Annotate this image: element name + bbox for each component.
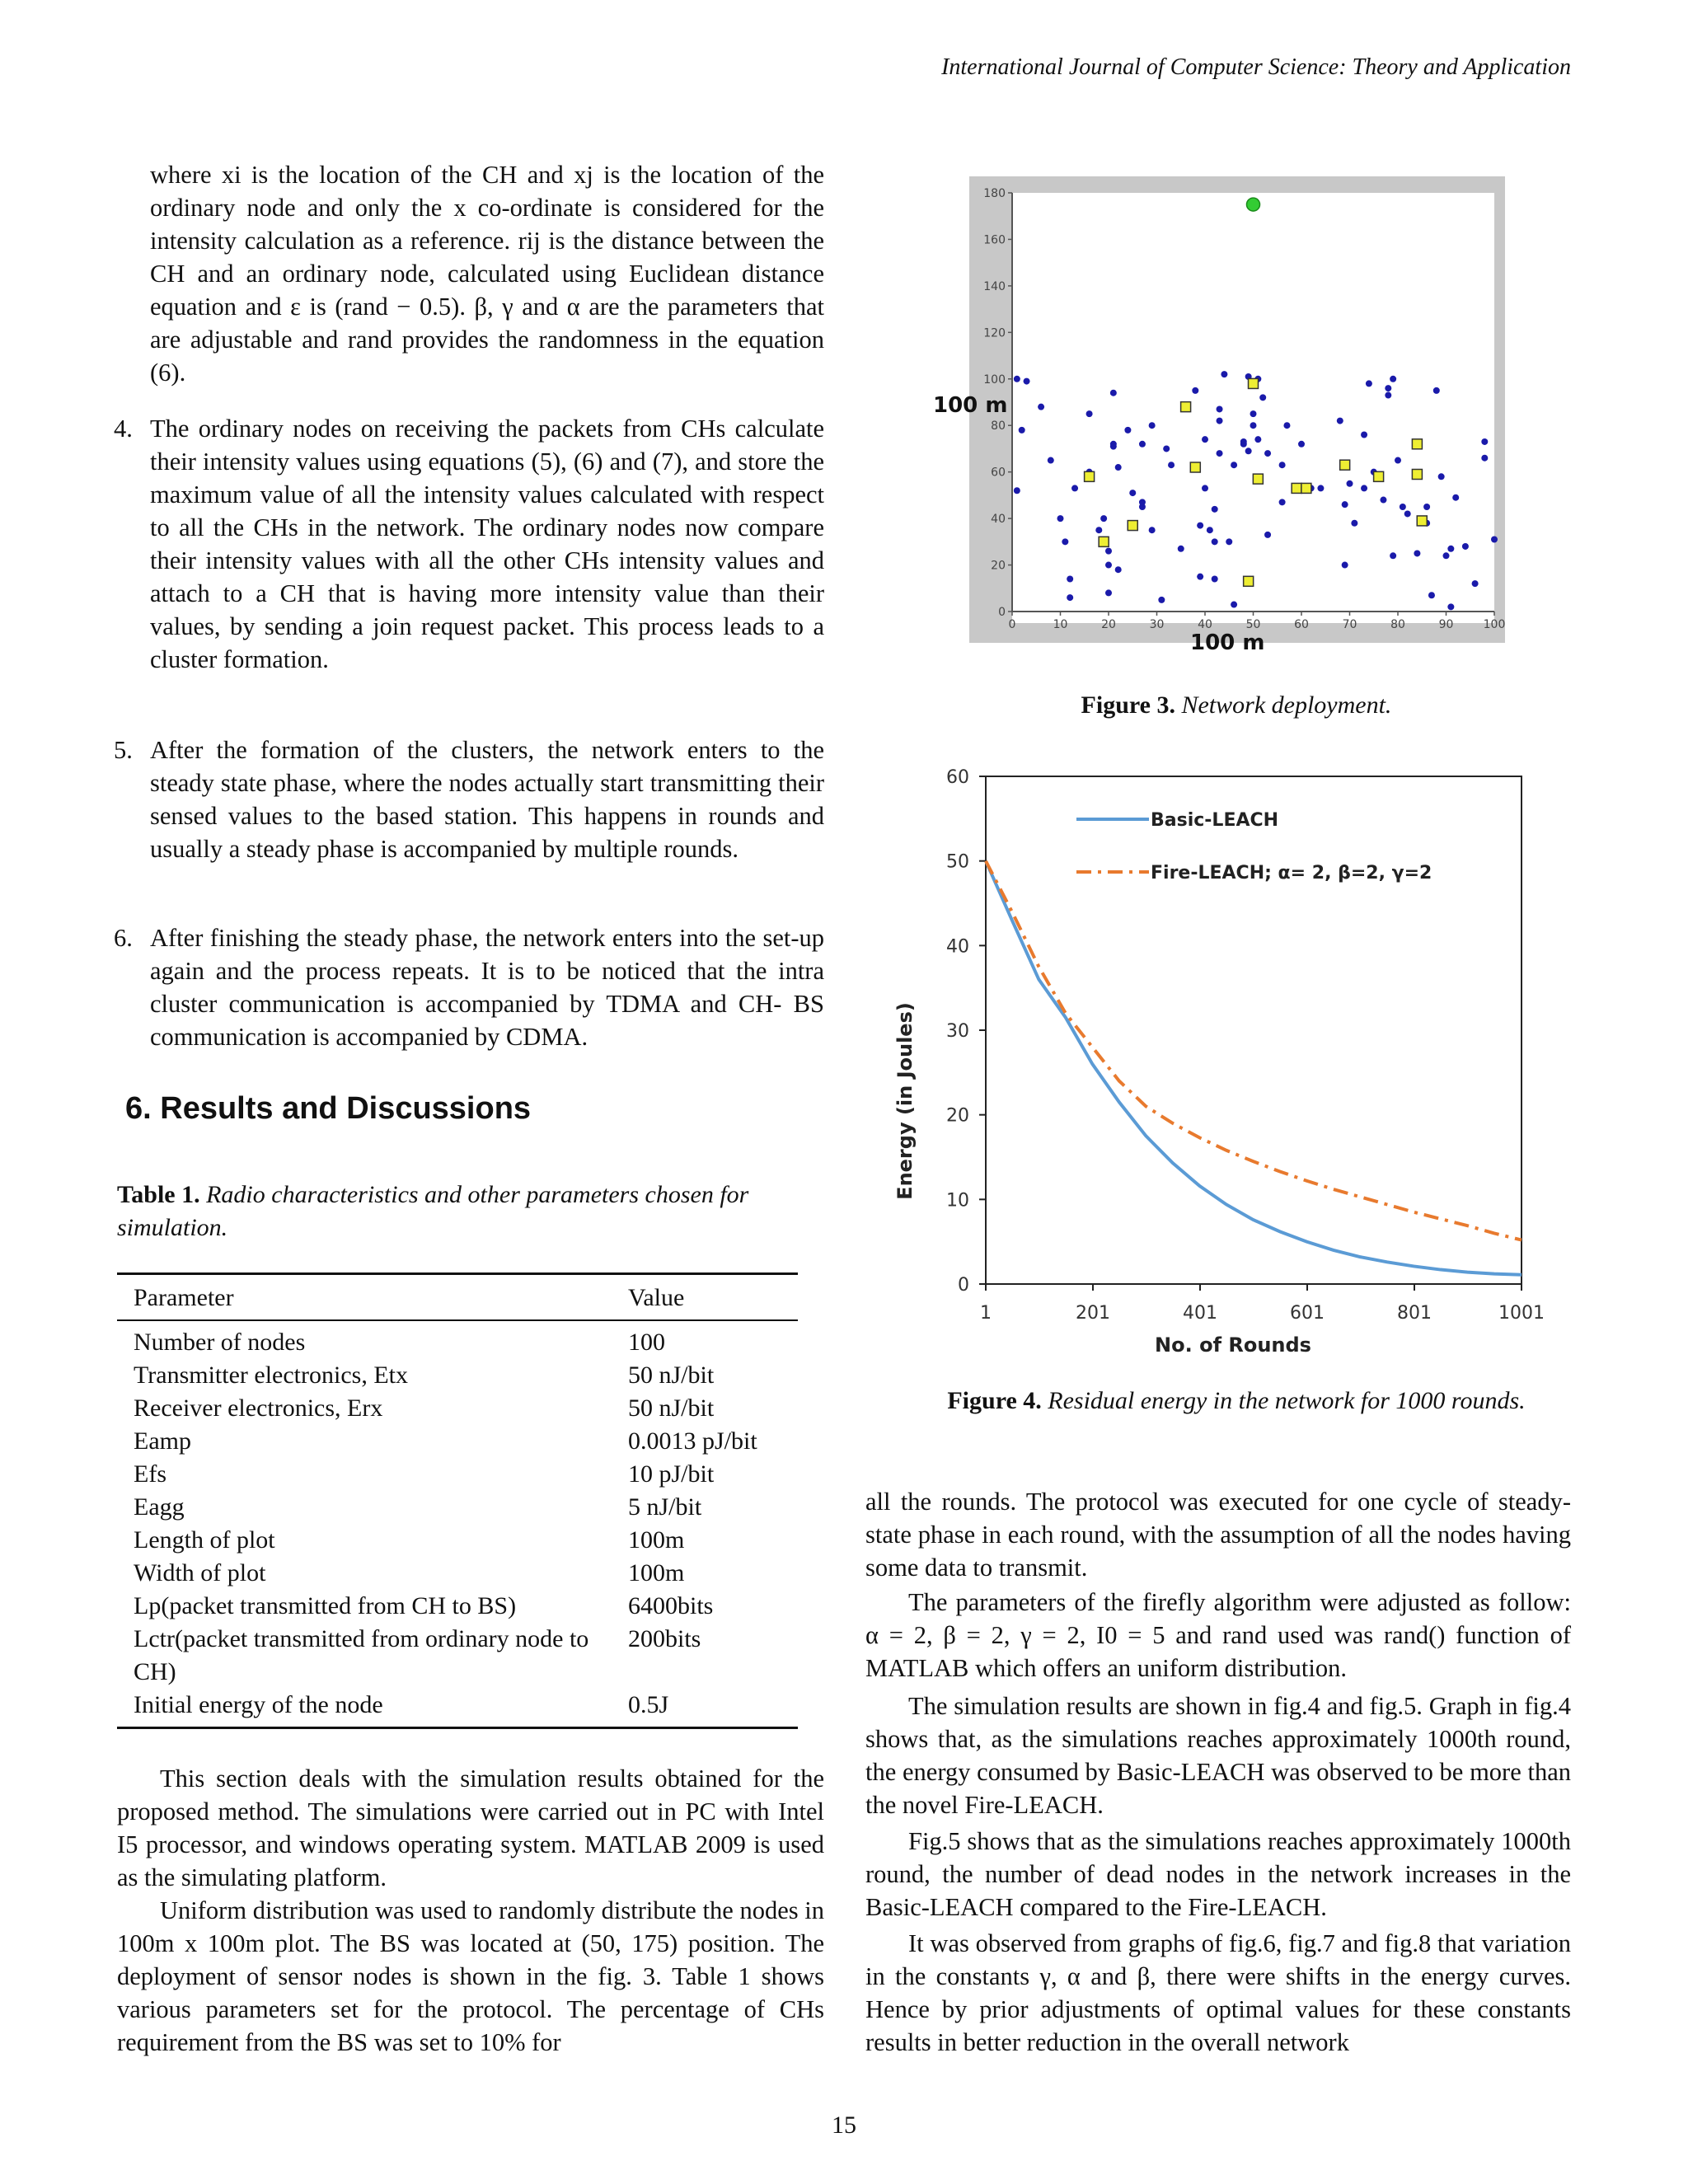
y-tick-label: 80 (991, 419, 1006, 434)
network-deployment-chart (933, 176, 1506, 655)
sensor-node (1279, 462, 1286, 468)
sensor-node (1110, 441, 1117, 448)
y-axis-label: Energy (in Joules) (893, 1002, 917, 1200)
page-number: 15 (832, 2111, 856, 2139)
sensor-node (1400, 504, 1406, 510)
sensor-node (1014, 487, 1020, 494)
x-tick-label: 50 (1245, 618, 1261, 631)
sensor-node (1264, 532, 1271, 538)
x-tick-label: 60 (1294, 618, 1309, 631)
list-item (114, 733, 824, 865)
table-cell: 100m (628, 1526, 685, 1554)
sensor-node (1163, 445, 1170, 452)
y-tick-label: 10 (946, 1190, 969, 1212)
sensor-node (1202, 485, 1208, 491)
sensor-node (1197, 574, 1203, 580)
table-row (117, 1425, 798, 1458)
sensor-node (1168, 462, 1175, 468)
sensor-node (1283, 422, 1290, 429)
sensor-node (1014, 376, 1020, 382)
residual-energy-chart (887, 763, 1554, 1357)
sensor-node (1038, 404, 1044, 410)
x-tick-label: 401 (1183, 1303, 1217, 1324)
sensor-node (1212, 506, 1218, 513)
x-tick-label: 70 (1342, 618, 1357, 631)
sensor-node (1337, 418, 1343, 424)
figure-4-label: Figure 4. (947, 1387, 1042, 1414)
sensor-node (1250, 410, 1257, 417)
cluster-head-node (1099, 537, 1109, 546)
table-cell: 0.0013 pJ/bit (628, 1427, 757, 1455)
plot-area (1012, 193, 1494, 623)
sensor-node (1129, 490, 1136, 496)
cluster-head-node (1244, 576, 1254, 586)
section-title: 6. Results and Discussions (125, 1091, 532, 1126)
sensor-node (1024, 378, 1030, 385)
right-paragraph-3: The simulation results are shown in fig.4 and fig.5. Graph in fig.4 shows that, as the simulations reaches approximately 1000th round, the energy consumed by Basic-LEACH was observed to be more than the novel Fire-LEACH. (865, 1692, 1571, 1819)
y-tick-label: 0 (958, 1275, 969, 1296)
cluster-head-node (1340, 460, 1350, 470)
y-tick-label: 60 (991, 466, 1006, 480)
cluster-head-node (1292, 483, 1301, 493)
sensor-node (1202, 436, 1208, 443)
sensor-node (1385, 392, 1391, 399)
x-tick-label: 201 (1076, 1303, 1110, 1324)
table-row (117, 1359, 798, 1392)
right-paragraph-5: It was observed from graphs of fig.6, fig.7 and fig.8 that variation in the constants γ, α and β, there were shifts in the energy curves. Hence by prior adjustments of optimal values for these constants results in better reduction in the overall network (865, 1929, 1571, 2056)
sensor-node (1481, 438, 1488, 445)
y-tick-label: 160 (983, 233, 1006, 247)
list-text: After the formation of the clusters, the network enters to the steady state phase, where the nodes actually start transmitting their sensed values to the based station. This happens in rounds and usually a steady phase is accompanied by multiple rounds. (150, 736, 824, 863)
table-row (117, 1491, 798, 1524)
list-text: After finishing the steady phase, the network enters into the set-up again and the process repeats. It is to be noticed that the intra cluster communication is accompanied by TDMA and CH- BS communication is accompanied by CDMA. (150, 924, 824, 1051)
right-paragraph-4: Fig.5 shows that as the simulations reaches approximately 1000th round, the number of dead nodes in the network increases in the Basic-LEACH compared to the Fire-LEACH. (865, 1827, 1571, 1921)
sensor-node (1207, 527, 1213, 533)
x-tick-label: 80 (1390, 618, 1405, 631)
x-tick-label: 30 (1149, 618, 1165, 631)
intro-paragraph: where xi is the location of the CH and xj is the location of the ordinary node and only the x co-ordinate is considered for the intensity calculation as a reference. rij is the distance between the CH and an ordinary node, calculated using Euclidean distance equation and ε is (rand − 0.5). β, γ and α are the parameters that are adjustable and rand provides the randomness in the equation (6). (150, 161, 824, 387)
sensor-node (1245, 448, 1252, 454)
cluster-head-node (1128, 521, 1137, 531)
x-tick-label: 100 (1483, 618, 1506, 631)
y-tick-label: 20 (946, 1105, 969, 1127)
table-cell: 100m (628, 1559, 685, 1586)
table-row (117, 1392, 798, 1425)
y-tick-label: 120 (983, 326, 1006, 340)
list-number: 4. (114, 415, 133, 443)
sensor-node (1361, 485, 1367, 491)
y-tick-label: 60 (946, 767, 969, 788)
sensor-node (1491, 537, 1498, 543)
sensor-node (1240, 441, 1247, 448)
table-cell: 5 nJ/bit (628, 1493, 702, 1521)
right-paragraph-1: all the rounds. The protocol was executed for one cycle of steady-state phase in each round, with the assumption of all the nodes having some data to transmit. (865, 1488, 1571, 1582)
sensor-node (1481, 455, 1488, 462)
table-cell: 200bits (628, 1625, 701, 1652)
x-tick-label: 90 (1438, 618, 1454, 631)
cluster-head-node (1249, 378, 1259, 388)
y-tick-label: 140 (983, 279, 1006, 293)
sensor-node (1217, 450, 1223, 457)
sensor-node (1100, 515, 1107, 522)
sensor-node (1231, 462, 1237, 468)
sensor-node (1105, 562, 1112, 569)
y-tick-label: 20 (991, 559, 1006, 573)
plot-area (986, 776, 1522, 1284)
sensor-node (1158, 597, 1165, 603)
results-paragraph-1: This section deals with the simulation results obtained for the proposed method. The simulations were carried out in PC with Intel I5 processor, and windows operating system. MATLAB 2009 is used as the simulating platform. (117, 1765, 824, 1891)
x-tick-label: 601 (1290, 1303, 1325, 1324)
figure-3-caption (824, 689, 1648, 722)
sensor-node (1298, 441, 1305, 448)
list-item (114, 412, 824, 676)
x-tick-label: 40 (1198, 618, 1212, 631)
sensor-node (1057, 515, 1064, 522)
sensor-node (1124, 427, 1131, 434)
sensor-node (1472, 580, 1479, 587)
table-caption-text: Radio characteristics and other parameters chosen for simulation. (117, 1181, 749, 1241)
table-cell: Length of plot (134, 1526, 275, 1554)
x-tick-label: 801 (1397, 1303, 1432, 1324)
figure-4-text: Residual energy in the network for 1000 rounds. (1048, 1387, 1526, 1414)
table-cell: Receiver electronics, Erx (134, 1394, 383, 1422)
sensor-node (1178, 546, 1184, 552)
sensor-node (1264, 450, 1271, 457)
table-cell: 100 (628, 1329, 665, 1356)
sensor-node (1361, 432, 1367, 438)
sensor-node (1390, 376, 1396, 382)
table-cell: Transmitter electronics, Etx (134, 1361, 408, 1389)
table-cell: Initial energy of the node (134, 1691, 383, 1718)
cluster-head-node (1085, 471, 1095, 481)
table-row (117, 1590, 798, 1623)
journal-header: International Journal of Computer Science: Theory and Application (941, 54, 1571, 80)
table-row (117, 1557, 798, 1590)
table-cell: Number of nodes (134, 1329, 306, 1356)
sensor-node (1423, 504, 1430, 510)
list-number: 5. (114, 736, 133, 764)
cluster-head-node (1412, 469, 1422, 479)
base-station (1247, 198, 1260, 211)
table-cell: Lp(packet transmitted from CH to BS) (134, 1592, 517, 1619)
table-cell: 50 nJ/bit (628, 1394, 715, 1422)
right-paragraph-2: The parameters of the firefly algorithm were adjusted as follow: α = 2, β = 2, γ = 2, I0 = 5 and rand used was rand() function of MATLAB which offers an uniform distribution. (865, 1588, 1571, 1682)
x-tick-label: 10 (1053, 618, 1068, 631)
cluster-head-node (1301, 483, 1311, 493)
figure-4-caption (824, 1385, 1648, 1418)
sensor-node (1115, 566, 1122, 573)
sensor-node (1433, 387, 1440, 394)
table-caption-label: Table 1. (117, 1181, 200, 1208)
table-row (117, 1326, 798, 1359)
x-tick-label: 1 (980, 1303, 992, 1324)
sensor-node (1395, 457, 1401, 464)
sensor-node (1254, 436, 1261, 443)
x-axis-label: 100 m (1190, 630, 1265, 655)
sensor-node (1217, 405, 1223, 412)
sensor-node (1149, 527, 1156, 533)
sensor-node (1317, 485, 1324, 491)
table-row (117, 1689, 798, 1722)
legend-label-basic-leach: Basic-LEACH (1151, 810, 1279, 831)
sensor-node (1380, 497, 1386, 504)
sensor-node (1226, 538, 1232, 545)
sensor-node (1095, 527, 1102, 533)
sensor-node (1062, 538, 1068, 545)
sensor-node (1192, 387, 1198, 394)
y-tick-label: 0 (998, 606, 1006, 619)
sensor-node (1231, 602, 1237, 608)
cluster-head-node (1253, 474, 1263, 484)
table-cell: Eagg (134, 1493, 185, 1521)
sensor-node (1212, 538, 1218, 545)
sensor-node (1404, 510, 1411, 517)
sensor-node (1259, 394, 1266, 401)
x-axis-label: No. of Rounds (1155, 1333, 1311, 1357)
sensor-node (1105, 589, 1112, 596)
sensor-node (1342, 501, 1348, 508)
results-paragraph-2: Uniform distribution was used to randomly distribute the nodes in 100m x 100m plot. The BS was located at (50, 175) position. The deployment of sensor nodes is shown in the fig. 3. Table 1 shows various parameters set for the protocol. The percentage of CHs requirement from the BS was set to 10% for (117, 1896, 824, 2056)
table-body (117, 1321, 798, 1727)
sensor-node (1351, 520, 1357, 527)
sensor-node (1110, 390, 1117, 396)
sensor-node (1217, 418, 1223, 424)
sensor-node (1071, 485, 1078, 491)
x-tick-label: 20 (1101, 618, 1116, 631)
sensor-node (1115, 464, 1122, 471)
table-cell: 6400bits (628, 1592, 714, 1619)
y-tick-label: 50 (946, 851, 969, 873)
figure-3-text: Network deployment. (1181, 691, 1392, 719)
cluster-head-node (1374, 471, 1384, 481)
list-number: 6. (114, 924, 133, 952)
cluster-head-node (1190, 462, 1200, 472)
sensor-node (1139, 499, 1146, 505)
y-tick-label: 180 (983, 187, 1006, 200)
y-tick-label: 30 (946, 1021, 969, 1042)
list-text: The ordinary nodes on receiving the packets from CHs calculate their intensity values using equations (5), (6) and (7), and store the maximum value of all the intensity values calculated with respect to all the CHs in the network. The ordinary nodes now compare their intensity values with all the other CHs intensity values and attach to a CH that is having more intensity value than their values, by sending a join request packet. This process leads to a cluster formation. (150, 415, 824, 673)
sensor-node (1462, 543, 1469, 550)
table-header-cell: Parameter (134, 1284, 234, 1311)
sensor-node (1443, 552, 1450, 559)
table-cell: Width of plot (134, 1559, 266, 1586)
table-cell: Efs (134, 1460, 166, 1488)
sensor-node (1149, 422, 1156, 429)
sensor-node (1347, 480, 1353, 487)
y-tick-label: 40 (991, 513, 1006, 527)
sensor-node (1221, 371, 1227, 377)
cluster-head-node (1181, 402, 1191, 412)
y-axis-label: 100 m (933, 393, 1008, 418)
figure-3-label: Figure 3. (1081, 691, 1175, 719)
sensor-node (1212, 575, 1218, 582)
legend-label-fire-leach: Fire-LEACH; α= 2, β=2, γ=2 (1151, 863, 1432, 883)
table-header-row (117, 1275, 798, 1319)
sensor-node (1366, 380, 1372, 387)
y-tick-label: 100 (983, 373, 1006, 387)
sensor-node (1019, 427, 1025, 434)
sensor-node (1250, 422, 1257, 429)
sensor-node (1342, 562, 1348, 569)
sensor-node (1414, 550, 1420, 556)
cluster-head-node (1412, 439, 1422, 449)
table-cell: Eamp (134, 1427, 191, 1455)
x-tick-label: 1001 (1498, 1303, 1545, 1324)
sensor-node (1086, 410, 1093, 417)
list-item (114, 921, 824, 1053)
sensor-node (1447, 546, 1454, 552)
sensor-node (1048, 457, 1054, 464)
table-row (117, 1524, 798, 1557)
sensor-node (1390, 552, 1396, 559)
cluster-head-node (1417, 516, 1427, 526)
sensor-node (1067, 575, 1073, 582)
table-cell: 50 nJ/bit (628, 1361, 715, 1389)
sensor-node (1428, 592, 1435, 598)
sensor-node (1385, 385, 1391, 391)
sensor-node (1279, 499, 1286, 505)
table-cell: 0.5J (628, 1691, 669, 1718)
x-tick-label: 0 (1008, 618, 1016, 631)
sensor-node (1452, 494, 1459, 501)
table-cell: Lctr(packet transmitted from ordinary node to CH) (134, 1625, 589, 1685)
y-tick-label: 40 (946, 936, 969, 958)
sensor-node (1438, 473, 1445, 480)
sensor-node (1447, 603, 1454, 610)
parameters-table (117, 1272, 798, 1729)
table-caption (117, 1179, 826, 1244)
table-header-cell: Value (628, 1284, 685, 1311)
table-cell: 10 pJ/bit (628, 1460, 715, 1488)
sensor-node (1197, 523, 1203, 529)
sensor-node (1067, 594, 1073, 601)
table-row (117, 1458, 798, 1491)
sensor-node (1105, 548, 1112, 555)
table-row (117, 1623, 798, 1689)
sensor-node (1139, 441, 1146, 448)
